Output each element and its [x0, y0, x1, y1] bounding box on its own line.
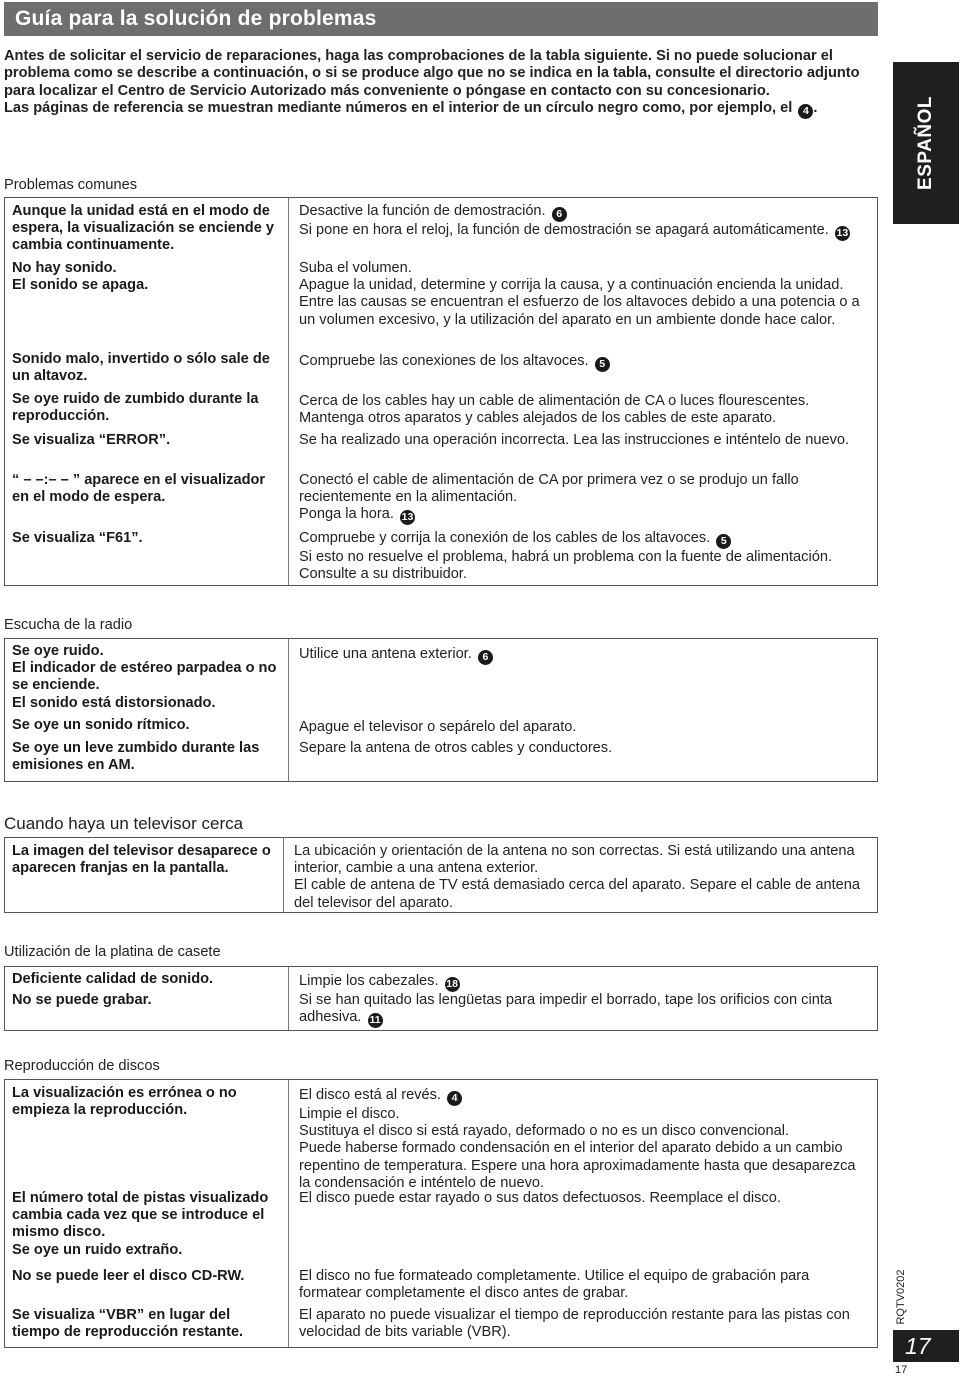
- table-disc: [4, 1079, 878, 1348]
- solution-cell: Separe la antena de otros cables y conductores.: [299, 740, 613, 756]
- document-code-label: RQTV0202: [895, 1269, 907, 1325]
- page-number: 17: [905, 1333, 931, 1359]
- problem-cell: El número total de pistas visualizado cambia cada vez que se introduce el mismo disco. Se oye un ruido extraño.: [12, 1190, 269, 1258]
- problem-cell: La visualización es errónea o no empieza la reproducción.: [12, 1085, 237, 1119]
- solution-cell: Se ha realizado una operación incorrecta. Lea las instrucciones e inténtelo de nuevo.: [299, 432, 850, 448]
- page-number-small: 17: [895, 1364, 908, 1376]
- table-row: [5, 1268, 877, 1307]
- problem-cell: Se oye un sonido rítmico.: [12, 717, 190, 733]
- language-tab: [893, 62, 959, 224]
- problem-cell: No se puede leer el disco CD-RW.: [12, 1268, 245, 1284]
- table-tv: [4, 837, 878, 913]
- table-row: [5, 391, 877, 432]
- page-ref-icon: 5: [716, 534, 731, 549]
- page-title: Guía para la solución de problemas: [15, 7, 377, 30]
- solution-cell: Desactive la función de demostración. 6 Si pone en hora el reloj, la función de demostración se apagará automáticamente. 13: [299, 203, 849, 239]
- table-row: [5, 992, 877, 1030]
- table-row: [5, 530, 877, 585]
- table-common: [4, 197, 878, 586]
- page-ref-icon: 4: [798, 104, 813, 119]
- solution-cell: Apague el televisor o sepárelo del aparato.: [299, 719, 577, 735]
- table-row: [5, 639, 877, 717]
- problem-cell: Se visualiza “VBR” en lugar del tiempo de reproducción restante.: [12, 1307, 244, 1341]
- solution-cell: Compruebe y corrija la conexión de los cables de los altavoces. 5 Si esto no resuelve el problema, habrá un problema con la fuente de alimentación. Consulte a su distribuidor.: [299, 530, 832, 583]
- language-tab-label: ESPAÑOL: [915, 96, 936, 190]
- solution-cell: Conectó el cable de alimentación de CA por primera vez o se produjo un fallo recientemente en la alimentación. Ponga la hora. 13: [299, 472, 799, 524]
- solution-cell: El disco está al revés. 4 Limpie el disco. Sustituya el disco si está rayado, deformado o no es un disco convencional. Puede haberse formado condensación en el interior del aparato debido a un cambio repentino de temperatura. Espere una hora aproximadamente hasta que desaparezca la condensación e inténtelo de nuevo.: [299, 1087, 856, 1191]
- problem-cell: La imagen del televisor desaparece o aparecen franjas en la pantalla.: [12, 843, 271, 877]
- table-row: [5, 351, 877, 391]
- intro-paragraph-2: Las páginas de referencia se muestran mediante números en el interior de un círculo negro como, por ejemplo, el 4 .: [4, 100, 818, 118]
- problem-cell: Se oye un leve zumbido durante las emisiones en AM.: [12, 740, 260, 774]
- page-ref-icon: 11: [369, 1014, 381, 1027]
- solution-cell: El disco no fue formateado completamente. Utilice el equipo de grabación para formatear completamente el disco antes de grabar.: [299, 1268, 810, 1302]
- problem-cell: Se oye ruido. El indicador de estéreo parpadea o no se enciende. El sonido está distorsionado.: [12, 643, 277, 711]
- table-row: [5, 717, 877, 740]
- problem-cell: “ – –:– – ” aparece en el visualizador en el modo de espera.: [12, 472, 266, 506]
- solution-cell: Compruebe las conexiones de los altavoces. 5: [288, 351, 877, 391]
- problem-cell: Se oye ruido de zumbido durante la reproducción.: [12, 391, 259, 425]
- section-heading-disc: Reproducción de discos: [4, 1058, 160, 1074]
- problem-cell: No hay sonido. El sonido se apaga.: [12, 260, 149, 294]
- solution-cell: La ubicación y orientación de la antena no son correctas. Si está utilizando una antena interior, cambie a una antena exterior. El cable de antena de TV está demasiado cerca del aparato. Separe el cable de antena del televisor del aparato.: [294, 843, 861, 911]
- table-row: [5, 1307, 877, 1347]
- page-ref-icon: 18: [446, 978, 458, 990]
- document-code: [884, 1262, 918, 1332]
- page-ref-icon: 6: [552, 207, 567, 222]
- table-row: [5, 967, 877, 992]
- section-heading-radio: Escucha de la radio: [4, 617, 133, 633]
- title-bar: [4, 2, 878, 36]
- section-heading-cassette: Utilización de la platina de casete: [4, 944, 221, 960]
- section-heading-common: Problemas comunes: [4, 177, 138, 193]
- section-heading-tv: Cuando haya un televisor cerca: [4, 814, 244, 833]
- intro-paragraph-1: Antes de solicitar el servicio de reparaciones, haga las comprobaciones de la tabla siguiente. Si no puede solucionar el problema como se describe a continuación, o si se produce algo que no se indica en la tabla, consulte el directorio adjunto para localizar el Centro de Servicio Autorizado más conveniente o póngase en contacto con su concesionario.: [4, 48, 860, 99]
- solution-cell: Limpie los cabezales. 18: [299, 973, 458, 990]
- table-row: [5, 198, 877, 258]
- solution-cell: El aparato no puede visualizar el tiempo de reproducción restante para las pistas con velocidad de bits variable (VBR).: [299, 1307, 850, 1341]
- problem-cell: No se puede grabar.: [12, 992, 152, 1008]
- table-row: [5, 472, 877, 530]
- page-ref-icon: 13: [401, 511, 414, 524]
- solution-cell: El disco puede estar rayado o sus datos defectuosos. Reemplace el disco.: [299, 1190, 781, 1206]
- table-row: [5, 1080, 877, 1190]
- solution-cell: Cerca de los cables hay un cable de alimentación de CA o luces flourescentes. Mantenga otros aparatos y cables alejados de los cables de este aparato.: [299, 393, 810, 427]
- problem-cell: Se visualiza “F61”.: [12, 530, 143, 546]
- solution-cell: Utilice una antena exterior. 6: [288, 643, 877, 717]
- page-ref-icon: 13: [836, 227, 849, 239]
- solution-cell: Suba el volumen. Apague la unidad, determine y corrija la causa, y a continuación encienda la unidad. Entre las causas se encuentran el esfuerzo de los altavoces debido a una potencia o a un volumen excesivo, y la utilización del aparato en un ambiente donde hace calor.: [299, 260, 860, 328]
- table-row: [5, 1190, 877, 1268]
- page-ref-icon: 6: [478, 650, 493, 665]
- table-row: [5, 258, 877, 351]
- table-row: [5, 838, 877, 912]
- page-ref-icon: 5: [595, 357, 610, 372]
- table-cassette: [4, 966, 878, 1031]
- page-number-box: [893, 1330, 959, 1362]
- page-ref-icon: 4: [447, 1091, 462, 1106]
- intro-text: [4, 48, 876, 119]
- table-row: [5, 740, 877, 781]
- solution-cell: Si se han quitado las lengüetas para impedir el borrado, tape los orificios con cinta adhesiva. 11: [299, 992, 832, 1027]
- table-row: [5, 432, 877, 472]
- problem-cell: Deficiente calidad de sonido.: [12, 971, 214, 987]
- problem-cell: Sonido malo, invertido o sólo sale de un altavoz.: [12, 351, 270, 385]
- problem-cell: Se visualiza “ERROR”.: [12, 432, 171, 448]
- problem-cell: Aunque la unidad está en el modo de espera, la visualización se enciende y cambia continuamente.: [12, 203, 275, 254]
- table-radio: [4, 638, 878, 782]
